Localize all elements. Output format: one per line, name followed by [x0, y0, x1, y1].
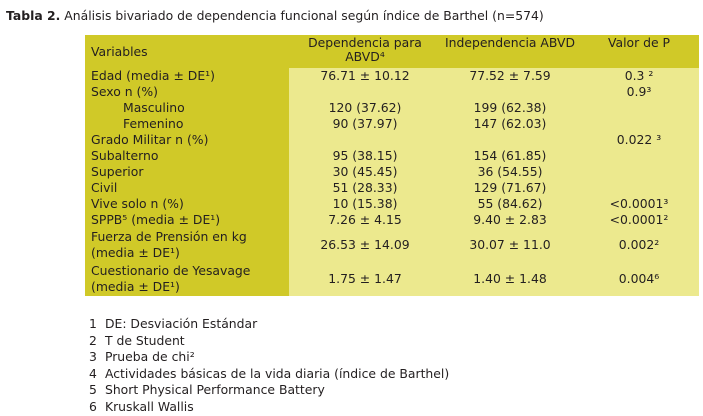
footnote [89, 316, 449, 333]
footnote [89, 366, 449, 383]
row-label: Femenino [85, 116, 289, 132]
row-label: Civil [85, 180, 289, 196]
footnote-text: Kruskall Wallis [104, 398, 194, 414]
row-label: SPPB⁵ (media ± DE¹) [85, 212, 289, 228]
caption-text: Análisis bivariado de dependencia funcional según índice de Barthel (n=574) [64, 8, 544, 23]
footnote-number: 5 [89, 382, 97, 397]
footnote [89, 333, 449, 350]
row-label: Fuerza de Prensión en kg (media ± DE¹) [85, 228, 289, 262]
footnote-text: T de Student [104, 332, 185, 348]
footnote-text: Short Physical Performance Battery [104, 382, 325, 397]
cell-p-value: 0.002² [579, 228, 699, 262]
table-row [85, 100, 699, 116]
cell-dependencia: 95 (38.15) [289, 148, 441, 164]
cell-dependencia: 10 (15.38) [289, 196, 441, 212]
cell-independencia: 77.52 ± 7.59 [441, 68, 579, 84]
cell-p-value: <0.0001² [579, 212, 699, 228]
table-caption [6, 8, 544, 23]
cell-p-value [579, 148, 699, 164]
footnote-number: 3 [89, 349, 97, 364]
cell-independencia: 1.40 ± 1.48 [441, 262, 579, 296]
cell-independencia: 199 (62.38) [441, 100, 579, 116]
row-label: Subalterno [85, 148, 289, 164]
cell-dependencia: 120 (37.62) [289, 100, 441, 116]
cell-p-value [579, 180, 699, 196]
results-table [85, 35, 699, 296]
table-row [85, 228, 699, 262]
footnotes [89, 316, 449, 415]
cell-p-value: 0.9³ [579, 84, 699, 100]
header-variables: Variables [85, 35, 289, 68]
cell-dependencia: 90 (37.97) [289, 116, 441, 132]
row-label: Sexo n (%) [85, 84, 289, 100]
header-p-value: Valor de P [579, 35, 699, 68]
row-label: Masculino [85, 100, 289, 116]
table-row [85, 132, 699, 148]
footnote [89, 349, 449, 366]
footnote-number: 4 [89, 365, 97, 381]
footnote [89, 382, 449, 399]
cell-dependencia [289, 84, 441, 100]
table-row [85, 68, 699, 84]
cell-dependencia: 51 (28.33) [289, 180, 441, 196]
row-label: Vive solo n (%) [85, 196, 289, 212]
cell-independencia: 55 (84.62) [441, 196, 579, 212]
footnote-text: Prueba de chi² [104, 349, 195, 364]
cell-independencia [441, 132, 579, 148]
caption-label: Tabla 2. [6, 8, 61, 23]
footnote-text: Actividades básicas de la vida diaria (índice de Barthel) [104, 365, 450, 381]
footnote-number: 2 [89, 332, 97, 348]
cell-independencia: 30.07 ± 11.0 [441, 228, 579, 262]
cell-p-value [579, 164, 699, 180]
cell-p-value: <0.0001³ [579, 196, 699, 212]
cell-dependencia: 7.26 ± 4.15 [289, 212, 441, 228]
row-label: Superior [85, 164, 289, 180]
cell-p-value: 0.004⁶ [579, 262, 699, 296]
cell-p-value [579, 116, 699, 132]
cell-p-value [579, 100, 699, 116]
table-row [85, 164, 699, 180]
cell-dependencia: 1.75 ± 1.47 [289, 262, 441, 296]
table-row [85, 180, 699, 196]
cell-dependencia: 26.53 ± 14.09 [289, 228, 441, 262]
footnote [89, 399, 449, 416]
cell-p-value: 0.3 ² [579, 68, 699, 84]
header-dependencia: Dependencia para ABVD⁴ [289, 35, 441, 68]
table-row [85, 212, 699, 228]
header-row [85, 35, 699, 68]
cell-p-value: 0.022 ³ [579, 132, 699, 148]
cell-independencia: 147 (62.03) [441, 116, 579, 132]
cell-dependencia: 30 (45.45) [289, 164, 441, 180]
table-row [85, 116, 699, 132]
cell-dependencia: 76.71 ± 10.12 [289, 68, 441, 84]
footnote-text: DE: Desviación Estándar [104, 316, 258, 331]
footnote-number: 1 [89, 316, 97, 331]
row-label: Cuestionario de Yesavage (media ± DE¹) [85, 262, 289, 296]
table-row [85, 148, 699, 164]
footnote-number: 6 [89, 398, 97, 414]
row-label: Grado Militar n (%) [85, 132, 289, 148]
cell-independencia [441, 84, 579, 100]
row-label: Edad (media ± DE¹) [85, 68, 289, 84]
table-row [85, 196, 699, 212]
cell-dependencia [289, 132, 441, 148]
cell-independencia: 154 (61.85) [441, 148, 579, 164]
table-row [85, 262, 699, 296]
cell-independencia: 36 (54.55) [441, 164, 579, 180]
cell-independencia: 9.40 ± 2.83 [441, 212, 579, 228]
cell-independencia: 129 (71.67) [441, 180, 579, 196]
table-row [85, 84, 699, 100]
header-independencia: Independencia ABVD [441, 35, 579, 68]
